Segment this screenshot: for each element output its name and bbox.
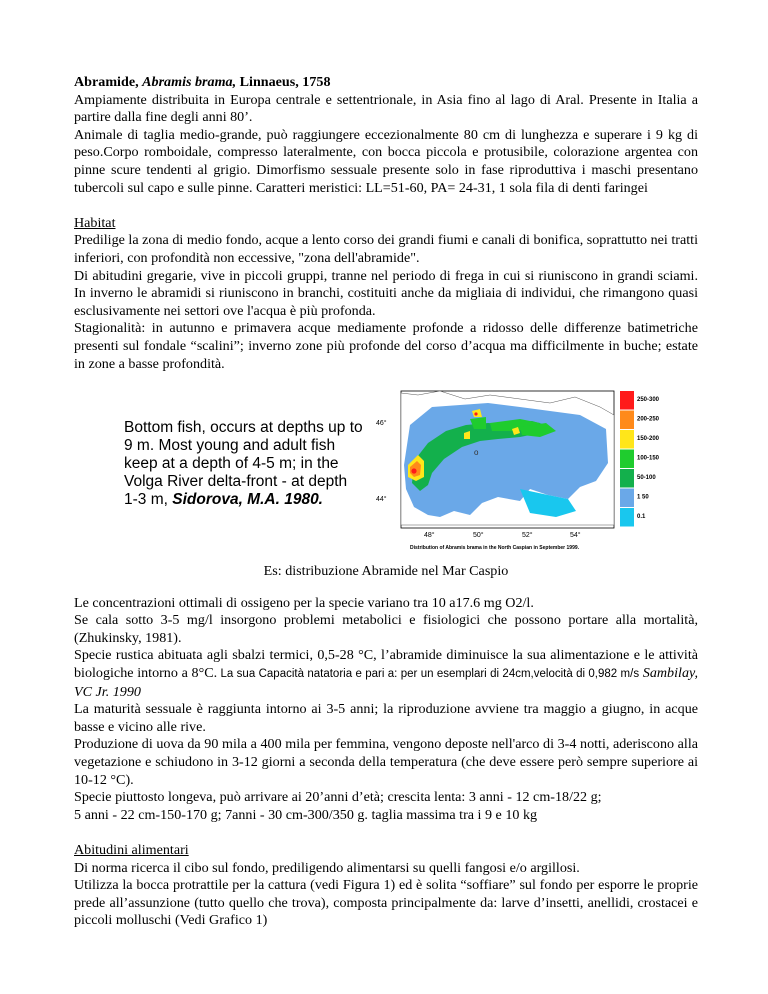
- habitat-title: Habitat: [74, 214, 116, 231]
- legend-swatch: [620, 450, 634, 469]
- swimming-text: La sua Capacità natatoria e pari a: per un esemplari di 24cm,velocità di 0,982 m/s: [217, 668, 640, 681]
- lon-label-50: 50°: [473, 532, 484, 540]
- habitat-paragraph-2: Di abitudini gregarie, vive in piccoli gruppi, tranne nel periodo di frega in cui si riuniscono in grandi sciami. In inverno le abramidi si riuniscono in branchi, costituiti anche da migliaia di individui, che rimangono quasi esclusivamente nei settori ove l'acqua è più profonda.: [74, 267, 698, 319]
- eggs-paragraph: Produzione di uova da 90 mila a 400 mila per femmina, vengono deposte nell'arco di 3-4 notti, aderiscono alla vegetazione e schiudono in 3-12 giorni a seconda della temperatura (che deve essere però sempre superiore ai 10-12 °C).: [74, 736, 698, 788]
- species-author: Linnaeus, 1758: [236, 74, 331, 90]
- map-red-hotspot: [411, 468, 416, 473]
- lon-label-52: 52°: [522, 532, 533, 540]
- lon-label-48: 48°: [424, 532, 435, 540]
- legend-label: 0.1: [637, 514, 646, 521]
- figure-caption: Es: distribuzione Abramide nel Mar Caspio: [263, 563, 509, 580]
- map-island-mark: o: [474, 448, 479, 458]
- feeding-paragraph-1: Di norma ricerca il cibo sul fondo, prediligendo alimentarsi su quelli fangosi e/o argillosi.: [74, 859, 580, 876]
- legend-swatch: [620, 489, 634, 508]
- growth-paragraph: 5 anni - 22 cm-150-170 g; 7anni - 30 cm-300/350 g. taglia massima tra i 9 e 10 kg: [74, 806, 538, 823]
- habitat-paragraph-1: Predilige la zona di medio fondo, acque a lento corso dei grandi fiumi e canali di bonifica, soprattutto nei tratti inferiori, con profondità non eccessive, "zona dell'abramide".: [74, 232, 698, 266]
- legend-swatch: [620, 469, 634, 488]
- legend-label: 100-150: [637, 455, 660, 462]
- lat-label-46: 46°: [376, 420, 387, 428]
- figure-quote-source: Sidorova, M.A. 1980.: [167, 491, 323, 509]
- document-page: [74, 74, 698, 930]
- species-common-name: Abramide,: [74, 74, 143, 90]
- figure-quote: [124, 419, 364, 509]
- map-legend: [620, 391, 660, 527]
- longevity-paragraph: Specie piuttosto longeva, può arrivare ai 20’anni d’età; crescita lenta: 3 anni - 12 cm-18/22 g;: [74, 789, 602, 806]
- legend-swatch: [620, 430, 634, 449]
- species-heading: [74, 74, 698, 92]
- distribution-figure: [74, 385, 698, 555]
- maturity-paragraph: La maturità sessuale è raggiunta intorno ai 3-5 anni; la riproduzione avviene tra maggio a giugno, in acque basse e vicino alle rive.: [74, 701, 698, 735]
- intro-paragraph-1: Ampiamente distribuita in Europa centrale e settentrionale, in Asia fino al lago di Aral. Presente in Italia a partire dalla fine degli anni 80’.: [74, 91, 698, 126]
- map-caption: Distribution of Abramis brama in the North Caspian in September 1999.: [410, 545, 580, 552]
- temperature-text: Specie rustica abituata agli sbalzi termici, 0,5-28 °C, l’abramide diminuisce la sua alimentazione e le attività biologiche intorno a 8°C.: [74, 647, 698, 682]
- mortality-paragraph: Se cala sotto 3-5 mg/l insorgono problemi metabolici e fisiologici che possono portare alla mortalità, (Zhukinsky, 1981).: [74, 612, 698, 646]
- habitat-paragraph-3: Stagionalità: in autunno e primavera acque mediamente profonde a ridosso delle differenze batimetriche presenti sul fondale “scalini”; inverno zone più profonde del corso d’acqua ma difficilmente in buche; estate in zone a basse profondità.: [74, 320, 698, 372]
- species-latin-name: Abramis brama,: [142, 74, 237, 90]
- legend-swatch: [620, 508, 634, 527]
- legend-label: 250-300: [637, 397, 660, 404]
- oxygen-paragraph: Le concentrazioni ottimali di ossigeno per la specie variano tra 10 a17.6 mg O2/l.: [74, 594, 534, 611]
- caspian-distribution-map: [370, 385, 670, 555]
- map-red-spot: [474, 412, 477, 415]
- lat-label-44: 44°: [376, 496, 387, 504]
- temperature-paragraph: [74, 647, 698, 701]
- legend-label: 150-200: [637, 436, 660, 443]
- legend-label: 1 50: [637, 494, 649, 501]
- legend-label: 50-100: [637, 475, 656, 482]
- swimming-source: Sambilay, VC Jr. 1990: [74, 665, 698, 700]
- legend-swatch: [620, 391, 634, 410]
- intro-paragraph-2: Animale di taglia medio-grande, può raggiungere eccezionalmente 80 cm di lunghezza e superare i 9 kg di peso.Corpo romboidale, compresso lateralmente, con bocca piccola e protusibile, colorazione argentea con pinne scure tendenti al grigio. Dimorfismo sessuale presente solo in fase riproduttiva i maschi presentano tubercoli sul capo e sulle pinne. Caratteri meristici: LL=51-60, PA= 24-31, 1 sola fila di denti faringei: [74, 126, 698, 196]
- legend-label: 200-250: [637, 416, 660, 423]
- figure-quote-text: Bottom fish, occurs at depths up to 9 m. Most young and adult fish keep at a depth of 4-5 m; in the Volga River delta-front - at depth 1-3 m,: [124, 419, 363, 509]
- lon-label-54: 54°: [570, 532, 581, 540]
- feeding-title: Abitudini alimentari: [74, 842, 189, 858]
- legend-swatch: [620, 411, 634, 430]
- feeding-paragraph-2: Utilizza la bocca protrattile per la cattura (vedi Figura 1) ed è solita “soffiare” sul fondo per esporre le proprie prede all’assunzione (tutto quello che trova), composta principalmente da: larve d’insetti, anellidi, crostacei e piccoli molluschi (Vedi Grafico 1): [74, 877, 698, 929]
